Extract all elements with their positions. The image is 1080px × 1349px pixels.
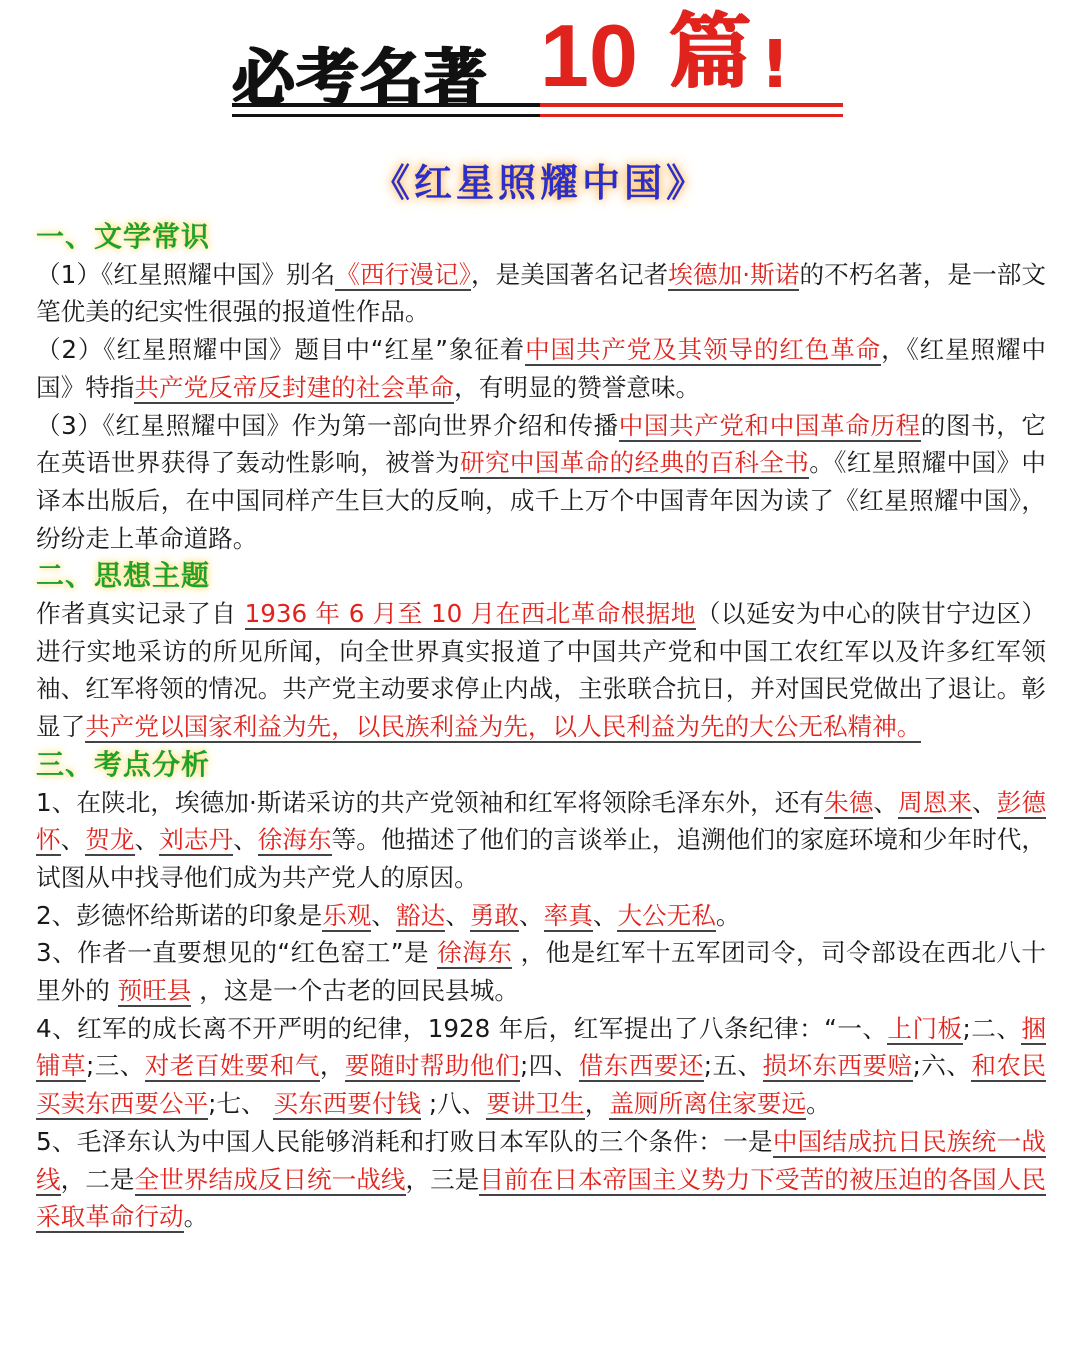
highlighted-answer: 盖厕所离住家要远 bbox=[609, 1089, 807, 1119]
text-run: ， bbox=[319, 1051, 345, 1081]
highlighted-answer: 勇敢 bbox=[469, 900, 520, 930]
text-run: （1）《红星照耀中国》别名 bbox=[36, 259, 336, 289]
paragraph bbox=[36, 595, 1046, 746]
highlighted-answer: 彭德怀 bbox=[36, 787, 1046, 855]
text-run: 。《红星照耀中国》中译本出版后，在中国同样产生巨大的反响，成千上万个中国青年因为读了《红星照耀中国》，纷纷走上革命道路。 bbox=[36, 448, 1046, 553]
paragraph bbox=[36, 934, 1046, 1009]
text-run: ，是美国著名记者 bbox=[470, 259, 669, 289]
highlighted-answer: 中国共产党及其领导的红色革命 bbox=[525, 335, 882, 365]
highlighted-answer: 中国共产党和中国革命历程 bbox=[618, 410, 921, 440]
text-run: ，他是红军十五军团司令，司令部设在西北八十里外的 bbox=[36, 938, 1046, 1006]
text-run: ;四、 bbox=[519, 1051, 579, 1081]
paragraph bbox=[36, 897, 1046, 935]
paragraph bbox=[36, 1010, 1046, 1123]
text-run: 、 bbox=[972, 787, 997, 817]
text-run: 。 bbox=[715, 900, 741, 930]
text-run: ;三、 bbox=[86, 1051, 145, 1081]
highlighted-answer: 徐海东 bbox=[257, 825, 332, 855]
text-run: ，二是 bbox=[60, 1164, 135, 1194]
text-run: ;七、 bbox=[208, 1089, 274, 1119]
highlighted-answer: 对老百姓要和气 bbox=[144, 1051, 320, 1081]
highlighted-answer: 全世界结成反日统一战线 bbox=[134, 1164, 406, 1194]
highlighted-answer: 《西行漫记》 bbox=[335, 259, 471, 289]
text-run: 、 bbox=[873, 787, 899, 817]
paragraph bbox=[36, 407, 1046, 558]
highlighted-answer: 要随时帮助他们 bbox=[344, 1051, 520, 1081]
text-run: 等。他描述了他们的言谈举止，追溯他们的家庭环境和少年时代，试图从中找寻他们成为共产党人的原因。 bbox=[36, 825, 1046, 892]
text-run: （3）《红星照耀中国》作为第一部向世界介绍和传播 bbox=[36, 410, 619, 440]
highlighted-answer: 买东西要付钱 bbox=[273, 1089, 422, 1119]
highlighted-answer: 研究中国革命的经典的百科全书 bbox=[460, 448, 810, 478]
text-run: 4、红军的成长离不开严明的纪律，1928 年后，红军提出了八条纪律：“一、 bbox=[36, 1013, 888, 1043]
text-run: 、 bbox=[60, 825, 86, 855]
highlighted-answer: 上门板 bbox=[887, 1013, 963, 1043]
paragraph bbox=[36, 1123, 1046, 1236]
text-run: ，有明显的赞誉意味。 bbox=[454, 372, 701, 402]
text-run: 、 bbox=[134, 825, 160, 855]
highlighted-answer: 预旺县 bbox=[117, 976, 192, 1006]
text-run: （以延安为中心的陕甘宁边区）进行实地采访的所见所闻，向全世界真实报道了中国共产党和中国工农红军以及许多红军领袖、红军将领的情况。共产党主动要求停止内战，主张联合抗日，并对国民党做出了退让。彰显了 bbox=[36, 599, 1046, 742]
highlighted-answer: 损坏东西要赔 bbox=[762, 1051, 913, 1081]
text-run: ;六、 bbox=[912, 1051, 972, 1081]
highlighted-answer: 贺龙 bbox=[85, 825, 135, 855]
highlighted-answer: 刘志丹 bbox=[159, 825, 234, 855]
section-title-literary: 一、文学常识 bbox=[36, 220, 211, 253]
section-title-analysis: 三、考点分析 bbox=[36, 747, 211, 781]
text-run: 3、作者一直要想见的“红色窑工”是 bbox=[36, 938, 438, 968]
text-run: 1、在陕北，埃德加·斯诺采访的共产党领袖和红军将领除毛泽东外，还有 bbox=[36, 787, 825, 817]
highlighted-answer: 大公无私 bbox=[617, 900, 716, 930]
title-black-text: 必考名著 bbox=[232, 41, 489, 114]
highlighted-answer: 借东西要还 bbox=[578, 1051, 704, 1081]
highlighted-answer: 周恩来 bbox=[898, 787, 973, 817]
title-number: 10 bbox=[540, 6, 638, 105]
text-run: 5、毛泽东认为中国人民能够消耗和打败日本军队的三个条件：一是 bbox=[36, 1126, 773, 1156]
text-run: ，这是一个古老的回民县城。 bbox=[191, 976, 519, 1006]
text-run: 、 bbox=[445, 900, 470, 930]
title-underline-black bbox=[232, 103, 540, 117]
text-run: 。 bbox=[806, 1089, 831, 1119]
text-run: 、 bbox=[233, 825, 258, 855]
text-run: 、 bbox=[519, 900, 544, 930]
paragraph bbox=[36, 784, 1046, 897]
section-title-theme: 二、思想主题 bbox=[36, 559, 211, 593]
text-run: ;五、 bbox=[703, 1051, 763, 1081]
title-exclamation: ! bbox=[760, 26, 791, 103]
paragraph bbox=[36, 256, 1046, 331]
highlighted-answer: 捆铺草 bbox=[36, 1013, 1046, 1081]
text-run: ，《红星照耀中国》特指 bbox=[36, 335, 1046, 402]
highlighted-answer: 和农民买卖东西要公平 bbox=[36, 1051, 1046, 1119]
highlighted-answer: 豁达 bbox=[396, 900, 446, 930]
paragraph bbox=[36, 331, 1046, 406]
text-run: ， bbox=[584, 1089, 610, 1119]
text-run: ;八、 bbox=[421, 1089, 487, 1119]
highlighted-answer: 乐观 bbox=[322, 900, 372, 930]
text-run: 、 bbox=[592, 900, 618, 930]
text-run: 。 bbox=[183, 1202, 209, 1232]
text-run: 作者真实记录了自 bbox=[36, 599, 245, 629]
highlighted-answer: 目前在日本帝国主义势力下受苦的被压迫的各国人民采取革命行动 bbox=[36, 1164, 1046, 1232]
highlighted-answer: 共产党反帝反封建的社会革命 bbox=[134, 372, 455, 402]
text-run: 、 bbox=[371, 900, 396, 930]
text-run: 的图书，它在英语世界获得了轰动性影响，被誉为 bbox=[36, 410, 1046, 478]
highlighted-answer: 徐海东 bbox=[437, 938, 513, 968]
highlighted-answer: 朱德 bbox=[824, 787, 874, 817]
text-run: （2）《红星照耀中国》题目中“红星”象征着 bbox=[36, 335, 526, 365]
highlighted-answer: 率真 bbox=[543, 900, 593, 930]
title-red-text: 篇 bbox=[668, 5, 751, 100]
content bbox=[36, 218, 1046, 1236]
highlighted-answer: 共产党以国家利益为先，以民族利益为先，以人民利益为先的大公无私精神。 bbox=[85, 712, 922, 742]
book-title: 《红星照耀中国》 bbox=[371, 160, 708, 205]
text-run: 的不朽名著，是一部文笔优美的纪实性很强的报道性作品。 bbox=[36, 259, 1046, 327]
header bbox=[0, 0, 1080, 130]
highlighted-answer: 1936 年 6 月至 10 月在西北革命根据地 bbox=[244, 599, 696, 629]
highlighted-answer: 中国结成抗日民族统一战线 bbox=[36, 1126, 1046, 1194]
highlighted-answer: 要讲卫生 bbox=[486, 1089, 585, 1119]
title-underline-red bbox=[540, 103, 843, 117]
text-run: ;二、 bbox=[962, 1013, 1022, 1043]
text-run: 2、彭德怀给斯诺的印象是 bbox=[36, 900, 323, 930]
highlighted-answer: 埃德加·斯诺 bbox=[668, 259, 800, 289]
text-run: ，三是 bbox=[405, 1164, 480, 1194]
